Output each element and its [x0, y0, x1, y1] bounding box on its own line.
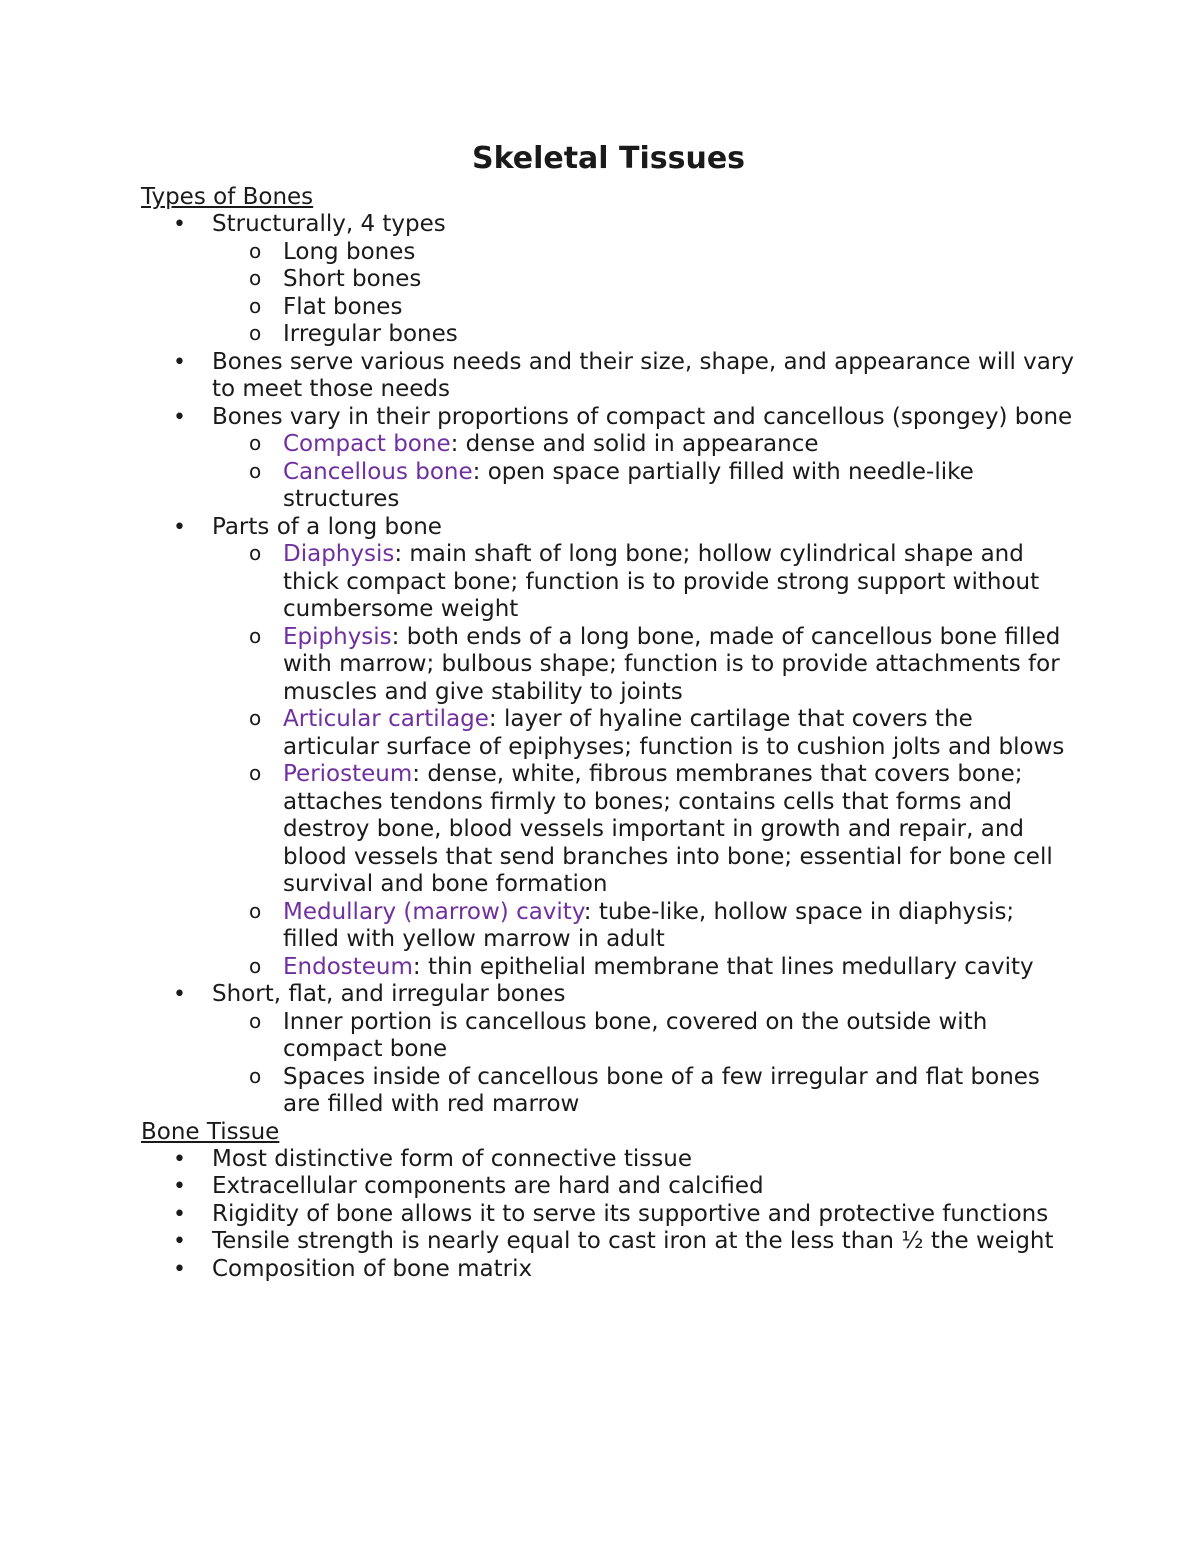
term-description: : open space partially filled with needle-like structures [283, 458, 974, 512]
sub-list-item [212, 294, 1076, 322]
term-description: : tube-like, hollow space in diaphysis; filled with yellow marrow in adult [283, 898, 1015, 952]
sub-list-item [212, 899, 1076, 954]
section-heading-bone-tissue: Bone Tissue [141, 1118, 280, 1145]
term-description: : thin epithelial membrane that lines medullary cavity [412, 953, 1034, 980]
sub-list-item [212, 706, 1076, 761]
sub-list [212, 1009, 1076, 1119]
term-description: : main shaft of long bone; hollow cylindrical shape and thick compact bone; function is to provide strong support without cumbersome weight [283, 541, 1040, 622]
list-item [141, 349, 1076, 404]
sub-list-item [212, 954, 1076, 982]
sub-list-item [212, 239, 1076, 267]
bullet-list-bone-tissue [141, 1146, 1076, 1284]
sub-list-item [212, 431, 1076, 459]
list-item [141, 1228, 1076, 1256]
list-item [141, 1256, 1076, 1284]
list-item [141, 1173, 1076, 1201]
sub-item-text: Spaces inside of cancellous bone of a few irregular and flat bones are filled with red marrow [283, 1063, 1040, 1117]
bullet-text: Most distinctive form of connective tissue [212, 1145, 692, 1172]
page-title: Skeletal Tissues [471, 141, 746, 176]
term-cancellous-bone: Cancellous bone [283, 458, 473, 485]
sub-list [212, 239, 1076, 349]
term-epiphysis: Epiphysis [283, 623, 392, 650]
term-endosteum: Endosteum [283, 953, 413, 980]
sub-list-item [212, 459, 1076, 514]
sub-list-item [212, 761, 1076, 899]
bullet-text: Composition of bone matrix [212, 1255, 533, 1282]
sub-list-item [212, 321, 1076, 349]
term-periosteum: Periosteum [283, 761, 413, 787]
bullet-text: Extracellular components are hard and calcified [212, 1173, 764, 1199]
term-description: : layer of hyaline cartilage that covers the articular surface of epiphyses; function is to cushion jolts and blows [283, 706, 1065, 760]
list-item [141, 514, 1076, 982]
sub-list [212, 431, 1076, 514]
sub-list-item [212, 266, 1076, 294]
sub-item-text: Short bones [283, 266, 422, 292]
bullet-text: Short, flat, and irregular bones [212, 981, 566, 1007]
term-description: : dense and solid in appearance [450, 431, 819, 457]
list-item [141, 404, 1076, 514]
list-item [141, 211, 1076, 349]
document-page [141, 140, 1076, 1283]
section-heading-types-of-bones: Types of Bones [141, 184, 314, 210]
sub-list-item [212, 624, 1076, 707]
bullet-text: Parts of a long bone [212, 513, 442, 540]
sub-list-item [212, 1064, 1076, 1119]
sub-list-item [212, 1009, 1076, 1064]
bullet-text: Bones vary in their proportions of compact and cancellous (spongey) bone [212, 403, 1073, 430]
bullet-text: Structurally, 4 types [212, 211, 446, 237]
term-compact-bone: Compact bone [283, 431, 451, 457]
bullet-text: Tensile strength is nearly equal to cast iron at the less than ½ the weight [212, 1228, 1054, 1254]
sub-item-text: Flat bones [283, 293, 403, 320]
term-description: : both ends of a long bone, made of cancellous bone filled with marrow; bulbous shape; function is to provide attachments for muscles and give stability to joints [283, 623, 1061, 705]
sub-item-text: Irregular bones [283, 321, 458, 347]
list-item [141, 1146, 1076, 1174]
list-item [141, 1201, 1076, 1229]
bullet-text: Rigidity of bone allows it to serve its supportive and protective functions [212, 1200, 1049, 1227]
list-item [141, 981, 1076, 1119]
term-medullary-cavity: Medullary (marrow) cavity [283, 898, 584, 925]
term-articular-cartilage: Articular cartilage [283, 706, 489, 732]
sub-item-text: Long bones [283, 238, 416, 265]
sub-item-text: Inner portion is cancellous bone, covered on the outside with compact bone [283, 1008, 988, 1062]
sub-list-item [212, 541, 1076, 624]
term-diaphysis: Diaphysis [283, 541, 395, 567]
sub-list [212, 541, 1076, 981]
term-description: : dense, white, fibrous membranes that covers bone; attaches tendons firmly to bones; contains cells that forms and destroy bone, blood vessels important in growth and repair, and blood vessels that send branches into bone; essential for bone cell survival and bone formation [283, 761, 1053, 897]
bullet-list-types-of-bones [141, 211, 1076, 1119]
bullet-text: Bones serve various needs and their size, shape, and appearance will vary to meet those needs [212, 348, 1074, 402]
